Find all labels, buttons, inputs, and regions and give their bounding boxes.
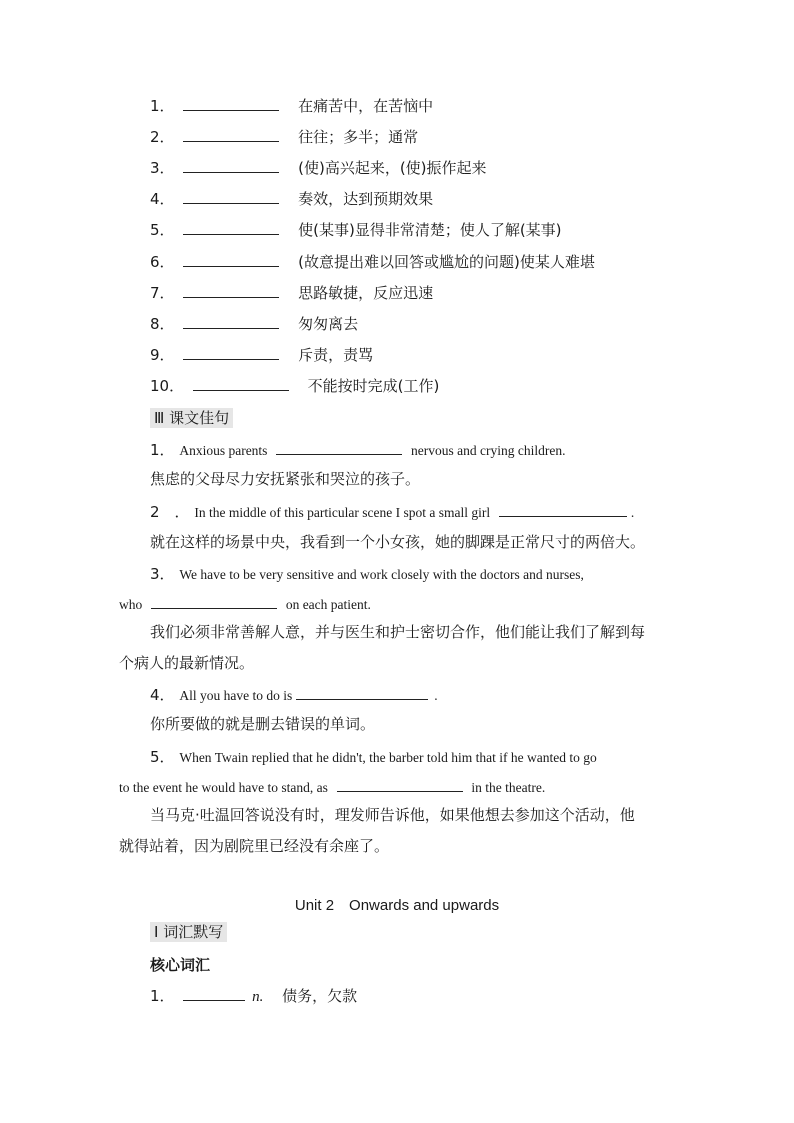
vocab-item: 2． 往往；多半；通常 [150, 128, 419, 146]
sentence-translation: 个病人的最新情况。 [119, 654, 255, 672]
answer-blank[interactable] [183, 189, 279, 204]
answer-blank[interactable] [337, 777, 463, 792]
answer-blank[interactable] [183, 96, 279, 111]
sentence-continuation: to the event he would have to stand, as in the theatre. [119, 777, 545, 798]
answer-blank[interactable] [183, 127, 279, 142]
vocab-item: 8． 匆匆离去 [150, 315, 359, 333]
answer-blank[interactable] [183, 158, 279, 173]
vocab-item: 3． (使)高兴起来，(使)振作起来 [150, 159, 487, 177]
sentence-translation: 当马克·吐温回答说没有时，理发师告诉他，如果他想去参加这个活动，他 [150, 806, 635, 824]
sentence-translation: 我们必须非常善解人意，并与医生和护士密切合作，他们能让我们了解到每 [150, 623, 646, 641]
answer-blank[interactable] [193, 376, 289, 391]
vocab-item: 1． n. 债务，欠款 [150, 987, 358, 1005]
vocab-item: 1． 在痛苦中，在苦恼中 [150, 97, 434, 115]
vocab-item: 5． 使(某事)显得非常清楚；使人了解(某事) [150, 221, 562, 239]
answer-blank[interactable] [183, 220, 279, 235]
sentence-continuation: who on each patient. [119, 594, 371, 615]
vocab-item: 10． 不能按时完成(工作) [150, 377, 440, 395]
answer-blank[interactable] [183, 283, 279, 298]
answer-blank[interactable] [183, 252, 279, 267]
sentence-item: 4． All you have to do is . [150, 686, 438, 704]
answer-blank[interactable] [183, 345, 279, 360]
answer-blank[interactable] [276, 440, 402, 455]
section-heading: Ⅰ 词汇默写 [150, 922, 227, 942]
answer-blank[interactable] [183, 314, 279, 329]
section-heading: Ⅲ 课文佳句 [150, 408, 233, 428]
sentence-translation: 你所要做的就是删去错误的单词。 [150, 715, 376, 733]
answer-blank[interactable] [151, 594, 277, 609]
vocab-item: 7． 思路敏捷，反应迅速 [150, 284, 434, 302]
sentence-item: 1． Anxious parents nervous and crying children. [150, 441, 566, 459]
answer-blank[interactable] [183, 986, 245, 1001]
vocab-item: 6． (故意提出难以回答或尴尬的问题)使某人难堪 [150, 253, 595, 271]
answer-blank[interactable] [296, 685, 428, 700]
sentence-item: 3． We have to be very sensitive and work closely with the doctors and nurses, [150, 565, 584, 583]
unit-title: Unit 2 Onwards and upwards [294, 897, 500, 914]
sentence-item: 2 ． In the middle of this particular scene I spot a small girl . [150, 503, 635, 521]
vocab-item: 9． 斥责，责骂 [150, 346, 374, 364]
subsection-heading: 核心词汇 [150, 956, 211, 974]
sentence-item: 5． When Twain replied that he didn't, the barber told him that if he wanted to go [150, 748, 597, 766]
sentence-translation: 就得站着，因为剧院里已经没有余座了。 [119, 837, 390, 855]
vocab-item: 4． 奏效，达到预期效果 [150, 190, 434, 208]
sentence-translation: 焦虑的父母尽力安抚紧张和哭泣的孩子。 [150, 470, 421, 488]
answer-blank[interactable] [499, 502, 627, 517]
sentence-translation: 就在这样的场景中央，我看到一个小女孩，她的脚踝是正常尺寸的两倍大。 [150, 533, 646, 551]
